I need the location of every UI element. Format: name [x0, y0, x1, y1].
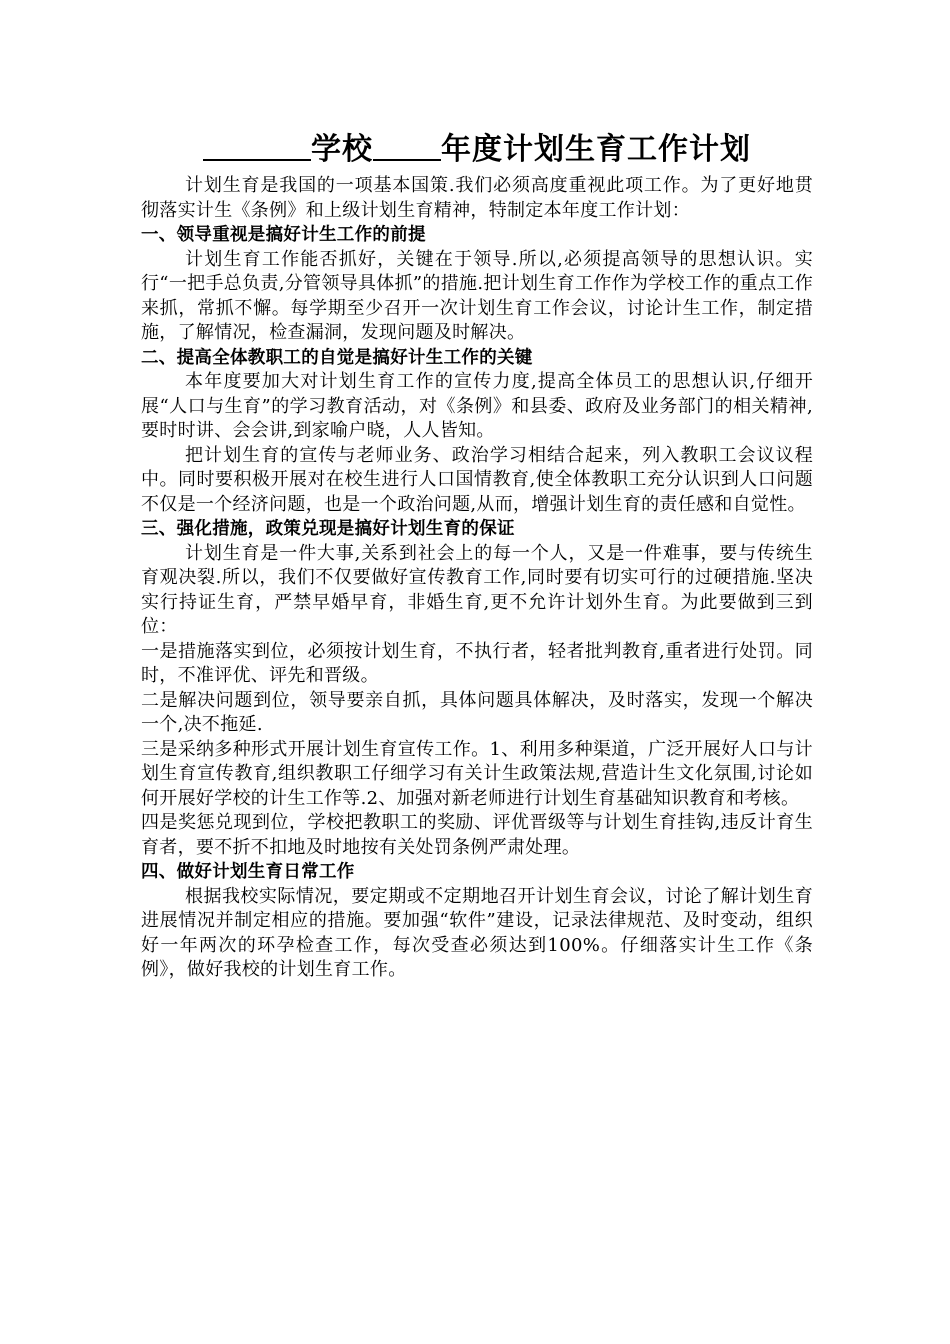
section-3-heading: 三、强化措施，政策兑现是搞好计划生育的保证: [141, 519, 515, 539]
document-title: [141, 128, 813, 172]
title-part2: 年度计划生育工作计划: [441, 132, 751, 167]
section-4-paragraph: 根据我校实际情况，要定期或不定期地召开计划生育会议，讨论了解计划生育进展情况并制定相应的措施。要加强“软件”建设，记录法律规范、及时变动，组织好一年两次的环孕检查工作，每次受查必须达到100%。仔细落实计生工作《条例》，做好我校的计划生育工作。: [141, 885, 813, 980]
intro-paragraph: 计划生育是我国的一项基本国策.我们必须高度重视此项工作。为了更好地贯彻落实计生《条例》和上级计划生育精神，特制定本年度工作计划：: [141, 175, 813, 221]
document-page: [141, 128, 813, 983]
section-1-paragraph: 计划生育工作能否抓好，关键在于领导.所以,必须提高领导的思想认识。实行“一把手总负责,分管领导具体抓”的措施.把计划生育工作作为学校工作的重点工作来抓，常抓不懈。每学期至少召开一次计划生育工作会议，讨论计生工作，制定措施，了解情况，检查漏洞，发现问题及时解决。: [141, 248, 813, 343]
title-blank-year: [373, 129, 441, 161]
section-1-heading: 一、领导重视是搞好计生工作的前提: [141, 225, 426, 245]
title-blank-school: [203, 129, 311, 161]
section-3-item-4: 四是奖惩兑现到位，学校把教职工的奖励、评优晋级等与计划生育挂钩,违反计育生育者，要不折不扣地及时地按有关处罚条例严肃处理。: [141, 812, 813, 858]
section-2-paragraph-2: 把计划生育的宣传与老师业务、政治学习相结合起来，列入教职工会议议程中。同时要积极开展对在校生进行人口国情教育,使全体教职工充分认识到人口问题不仅是一个经济问题，也是一个政治问题,从而，增强计划生育的责任感和自觉性。: [141, 444, 813, 515]
section-2-paragraph-1: 本年度要加大对计划生育工作的宣传力度,提高全体员工的思想认识,仔细开展“人口与生育”的学习教育活动，对《条例》和县委、政府及业务部门的相关精神,要时时讲、会会讲,到家喻户晓，人人皆知。: [141, 371, 813, 441]
section-2-heading: 二、提高全体教职工的自觉是搞好计生工作的关键: [141, 347, 533, 368]
title-part1: 学校: [311, 132, 373, 167]
section-3-item-3: 三是采纳多种形式开展计划生育宣传工作。1、利用多种渠道，广泛开展好人口与计划生育宣传教育,组织教职工仔细学习有关计生政策法规,营造计生文化氛围,讨论如何开展好学校的计生工作等.2、加强对新老师进行计划生育基础知识教育和考核。: [141, 738, 813, 809]
section-3-paragraph: 计划生育是一件大事,关系到社会上的每一个人，又是一件难事，要与传统生育观决裂.所以，我们不仅要做好宣传教育工作,同时要有切实可行的过硬措施.坚决实行持证生育，严禁早婚早育，非婚生育,更不允许计划外生育。为此要做到三到位：: [141, 542, 813, 637]
section-3-item-1: 一是措施落实到位，必须按计划生育，不执行者，轻者批判教育,重者进行处罚。同时，不准评优、评先和晋级。: [141, 640, 813, 686]
section-3-item-2: 二是解决问题到位，领导要亲自抓，具体问题具体解决，及时落实，发现一个解决一个,决不拖延.: [141, 689, 813, 735]
section-4-heading: 四、做好计划生育日常工作: [141, 862, 355, 882]
